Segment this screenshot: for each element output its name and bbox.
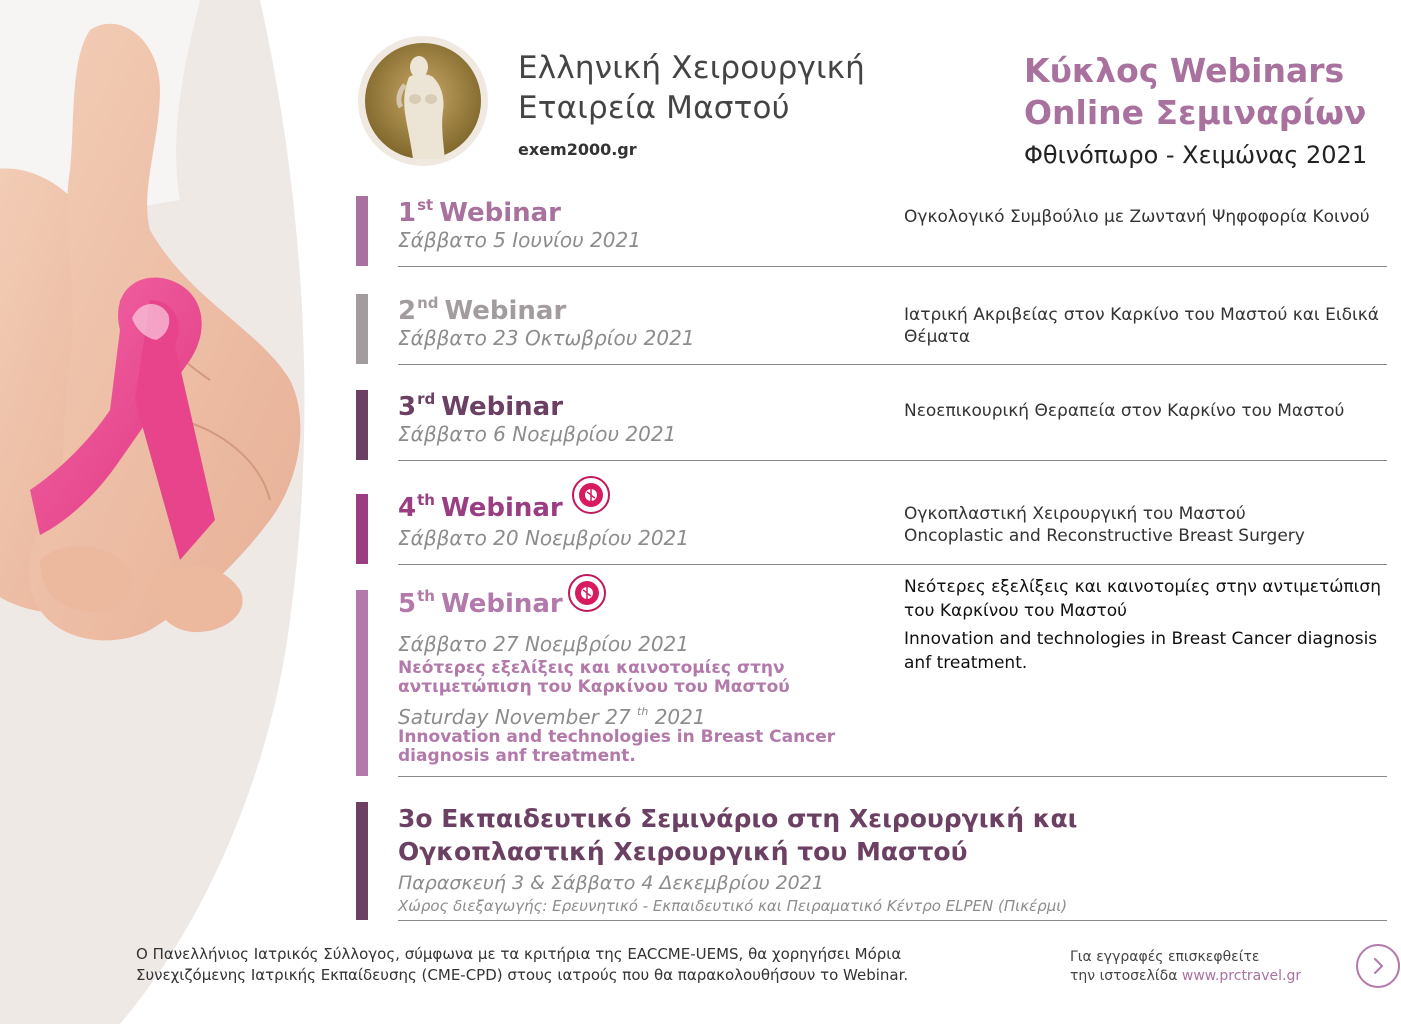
webinar-row-2 (356, 294, 1387, 366)
webinar-title: 2nd Webinar (398, 294, 567, 326)
society-name-line1: Ελληνική Χειρουργική (518, 50, 865, 86)
seminar-color-bar (356, 802, 368, 920)
webinar-topic (904, 575, 1394, 675)
pink-ribbon-in-hands-illustration (0, 0, 330, 1024)
divider (398, 920, 1387, 921)
next-button[interactable] (1356, 944, 1400, 988)
webinar-color-bar (356, 294, 368, 364)
medical-association-seal-icon (568, 574, 606, 612)
webinar-color-bar (356, 494, 368, 564)
divider (398, 564, 1387, 565)
society-name-line2: Εταιρεία Μαστού (518, 90, 790, 126)
webinar-topic-en: Oncoplastic and Reconstructive Breast Surgery (904, 526, 1305, 546)
webinar-subtitle-gr: Νεότερες εξελίξεις και καινοτομίες στην αντιμετώπιση του Καρκίνου του Μαστού (398, 658, 790, 697)
divider (398, 776, 1387, 777)
webinar-topic: Νεοεπικουρική Θεραπεία στον Καρκίνο του Μαστού (904, 401, 1345, 421)
chevron-right-icon (1368, 956, 1388, 976)
seminar-row (356, 802, 1387, 922)
webinar-row-5 (356, 572, 1387, 778)
registration-line2: την ιστοσελίδα www.prctravel.gr (1070, 968, 1302, 984)
divider (398, 460, 1387, 461)
divider (398, 266, 1387, 267)
venus-de-milo-statue-icon (365, 43, 481, 159)
webinar-row-4 (356, 476, 1387, 566)
series-season: Φθινόπωρο - Χειμώνας 2021 (1024, 141, 1368, 169)
webinar-date: Σάββατο 20 Νοεμβρίου 2021 (398, 526, 689, 550)
seminar-date: Παρασκευή 3 & Σάββατο 4 Δεκεμβρίου 2021 (398, 872, 824, 894)
society-website-link[interactable]: exem2000.gr (518, 140, 637, 159)
webinar-date: Σάββατο 27 Νοεμβρίου 2021 (398, 632, 689, 656)
webinar-date-en: Saturday November 27 $^{th}$ 2021 (398, 705, 706, 729)
webinar-subtitle-en: Innovation and technologies in Breast Cancer diagnosis anf treatment. (398, 727, 836, 766)
webinar-date: Σάββατο 5 Ιουνίου 2021 (398, 228, 641, 252)
cme-note (136, 944, 1056, 986)
webinar-topic: Ιατρική Ακριβείας στον Καρκίνο του Μαστού και Ειδικά Θέματα (904, 305, 1379, 347)
webinar-row-3 (356, 390, 1387, 462)
webinar-color-bar (356, 196, 368, 266)
webinar-title: 1st Webinar (398, 196, 561, 228)
webinar-color-bar (356, 590, 368, 776)
webinar-topic-gr: Νεότερες εξελίξεις και καινοτομίες στην αντιμετώπιση του Καρκίνου του Μαστού (904, 577, 1381, 621)
webinar-topic (904, 503, 1394, 547)
pink-ribbon-hands-photo (0, 0, 330, 1024)
webinar-topic-en: Innovation and technologies in Breast Cancer diagnosis anf treatment. (904, 629, 1378, 673)
registration-link[interactable]: www.prctravel.gr (1181, 968, 1302, 984)
webinar-row-1 (356, 196, 1387, 268)
series-title (1024, 50, 1366, 134)
cme-note-line1: Ο Πανελλήνιος Ιατρικός Σύλλογος, σύμφωνα με τα κριτήρια της EACCME-UEMS, θα χορηγήσει Μόρια (136, 945, 902, 963)
series-title-line2: Online Σεμιναρίων (1024, 93, 1367, 132)
webinar-date: Σάββατο 6 Νοεμβρίου 2021 (398, 422, 677, 446)
medical-association-seal-icon (572, 476, 610, 514)
seminar-title-line2: Ογκοπλαστική Χειρουργική του Μαστού (398, 837, 968, 866)
seminar-venue: Χώρος διεξαγωγής: Ερευνητικό - Εκπαιδευτικό και Πειραματικό Κέντρο ELPEN (Πικέρμι) (398, 897, 1068, 915)
webinar-title: 5th Webinar (398, 587, 563, 619)
society-name (518, 48, 865, 128)
seminar-title (398, 802, 1077, 868)
registration-info (1070, 948, 1301, 986)
webinar-date: Σάββατο 23 Οκτωβρίου 2021 (398, 326, 695, 350)
webinar-color-bar (356, 390, 368, 460)
webinar-title: 3rd Webinar (398, 390, 564, 422)
webinar-topic: Ογκολογικό Συμβούλιο με Ζωντανή Ψηφοφορία Κοινού (904, 207, 1370, 227)
seminar-title-line1: 3ο Εκπαιδευτικό Σεμινάριο στη Χειρουργική και (398, 804, 1078, 833)
society-logo (358, 36, 488, 166)
webinar-topic-gr: Ογκοπλαστική Χειρουργική του Μαστού (904, 504, 1246, 524)
divider (398, 364, 1387, 365)
cme-note-line2: Συνεχιζόμενης Ιατρικής Εκπαίδευσης (CME-CPD) στους ιατρούς που θα παρακολουθήσουν το Webinar. (136, 966, 909, 984)
registration-line1: Για εγγραφές επισκεφθείτε (1070, 949, 1260, 965)
series-title-line1: Κύκλος Webinars (1024, 51, 1345, 90)
webinar-title: 4th Webinar (398, 491, 563, 523)
